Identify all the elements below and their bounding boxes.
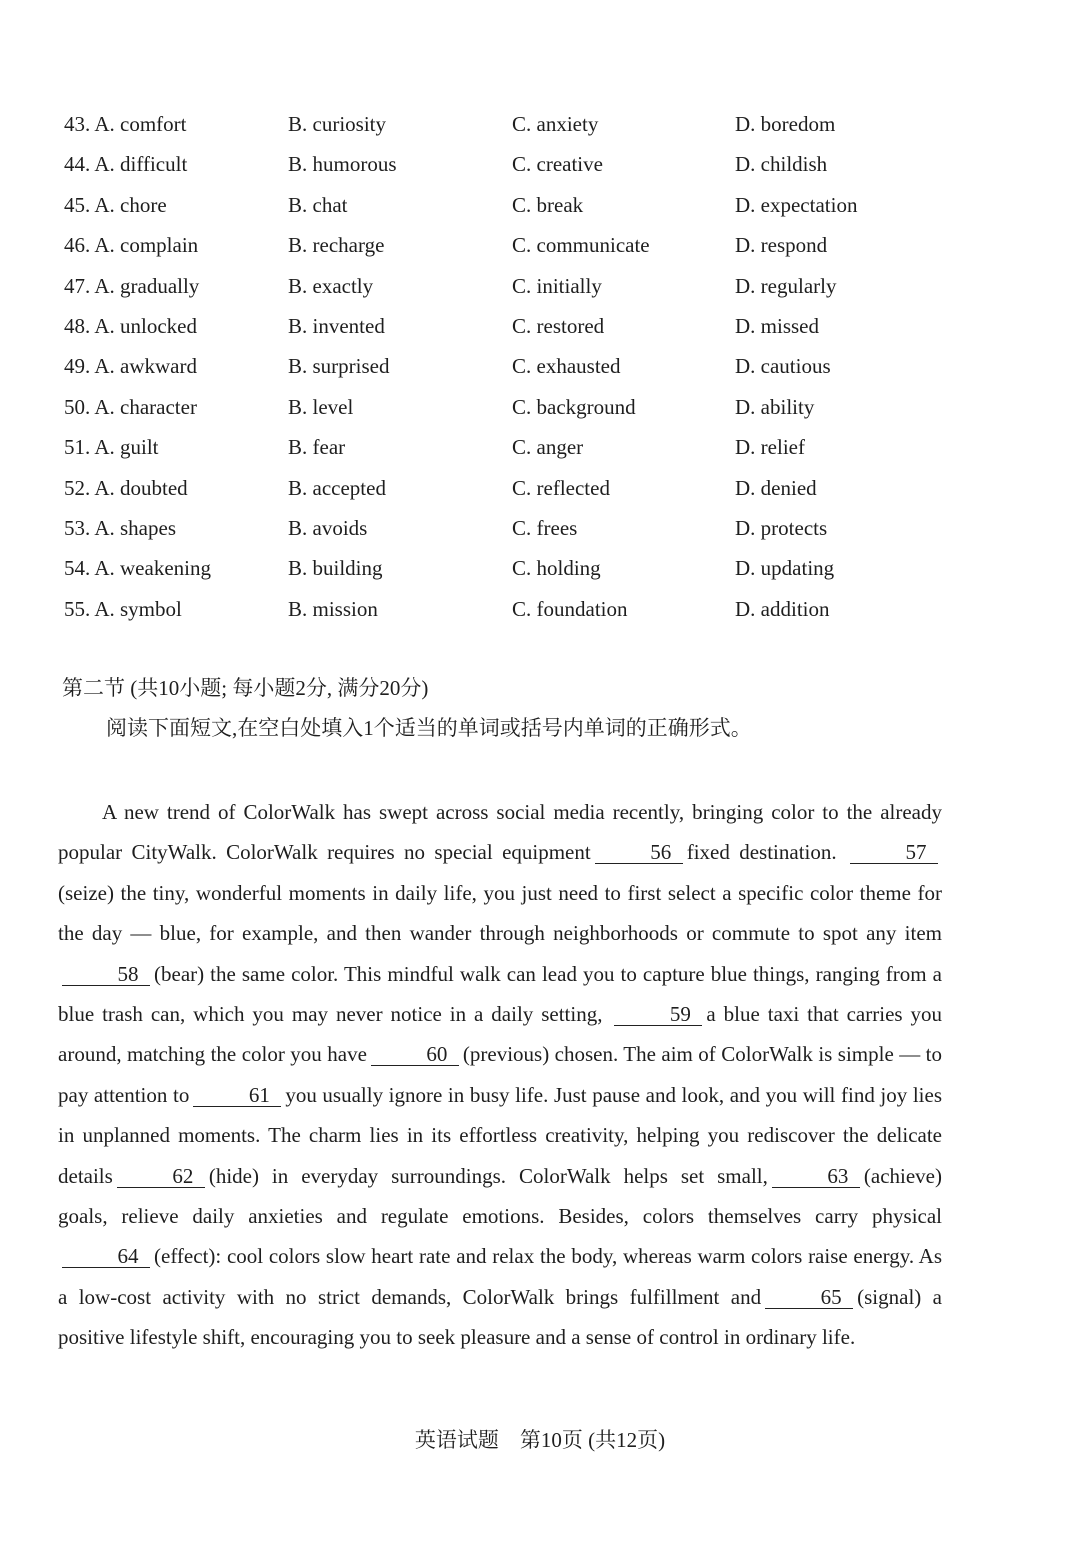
passage-text: (previous) chosen. The aim of ColorWalk is simple — to pay attention to <box>58 1042 942 1107</box>
option-a: 50. A. character <box>64 394 197 419</box>
passage-text: (effect): cool colors slow heart rate and relax the body, whereas warm colors raise energy. As a low-cost activity with no strict demands, ColorWalk brings fulfillment and <box>58 1244 942 1309</box>
option-b: B. curiosity <box>288 112 386 136</box>
option-d: D. addition <box>735 596 830 621</box>
blank-64[interactable]: 64 <box>62 1245 150 1268</box>
choice-row-51 <box>62 427 922 467</box>
option-c: C. background <box>512 394 636 419</box>
choice-row-49 <box>62 346 922 386</box>
choice-row-44 <box>62 144 922 184</box>
option-b: B. surprised <box>288 354 390 379</box>
option-a: 48. A. unlocked <box>64 313 197 338</box>
passage-text: (seize) the tiny, wonderful moments in daily life, you just need to first select a specific color theme for the day — blue, for example, and then wander through neighborhoods or commute to spot any item <box>58 880 942 946</box>
blank-59[interactable]: 59 <box>614 1003 702 1026</box>
blank-62[interactable]: 62 <box>117 1165 205 1188</box>
passage-text: A new trend of ColorWalk has swept across social media recently, bringing color to the already popular CityWalk. ColorWalk requires no special equipment <box>58 800 942 865</box>
option-d: D. ability <box>735 394 815 419</box>
option-c: C. break <box>512 192 584 217</box>
option-a: 55. A. symbol <box>64 596 182 621</box>
option-d: D. regularly <box>735 273 837 298</box>
option-d: D. expectation <box>735 192 858 217</box>
choice-list <box>62 104 922 629</box>
option-a: 47. A. gradually <box>64 273 200 298</box>
passage-text: (bear) the same color. This mindful walk can lead you to capture blue things, ranging from a blue trash can, which you may never notice in a daily setting, <box>58 961 942 1027</box>
blank-63[interactable]: 63 <box>772 1165 860 1188</box>
passage-text: a blue taxi that carries you around, matching the color you have <box>58 1002 942 1067</box>
option-b: B. fear <box>288 435 346 460</box>
blank-58[interactable]: 58 <box>62 963 150 986</box>
option-d: D. childish <box>735 152 828 177</box>
page-footer: 英语试题 第10页 (共12页) <box>414 1428 666 1452</box>
option-b: B. level <box>288 394 354 419</box>
choice-row-50 <box>62 387 922 427</box>
option-a: 43. A. comfort <box>64 112 187 136</box>
option-a: 46. A. complain <box>64 233 199 258</box>
option-c: C. creative <box>512 152 603 177</box>
choice-row-45 <box>62 185 922 225</box>
option-a: 45. A. chore <box>64 192 167 217</box>
option-d: D. missed <box>735 313 819 338</box>
option-d: D. updating <box>735 556 835 581</box>
option-d: D. cautious <box>735 354 831 379</box>
choice-row-43 <box>62 104 922 144</box>
passage-text: you usually ignore in busy life. Just pause and look, and you will find joy lies in unplanned moments. The charm lies in its effortless creativity, helping you rediscover the delicate details <box>58 1082 942 1188</box>
option-c: C. holding <box>512 556 601 581</box>
choice-row-48 <box>62 306 922 346</box>
section-instruction: 阅读下面短文,在空白处填入1个适当的单词或括号内单词的正确形式。 <box>106 716 752 740</box>
option-c: C. exhausted <box>512 354 621 379</box>
passage <box>58 792 942 1358</box>
blank-57[interactable]: 57 <box>850 841 938 864</box>
option-d: D. protects <box>735 515 828 540</box>
section-title: 第二节 (共10小题; 每小题2分, 满分20分) <box>62 676 429 700</box>
blank-56[interactable]: 56 <box>595 841 683 864</box>
choice-row-53 <box>62 508 922 548</box>
option-b: B. chat <box>288 192 348 217</box>
passage-text: (achieve) goals, relieve daily anxieties and regulate emotions. Besides, colors themselves carry physical <box>58 1163 942 1229</box>
blank-60[interactable]: 60 <box>371 1043 459 1066</box>
option-a: 51. A. guilt <box>64 435 159 460</box>
option-b: B. humorous <box>288 152 397 177</box>
choice-row-55 <box>62 589 922 629</box>
option-c: C. foundation <box>512 596 628 621</box>
option-a: 54. A. weakening <box>64 556 211 581</box>
option-b: B. recharge <box>288 233 385 258</box>
choice-row-46 <box>62 225 922 265</box>
option-b: B. accepted <box>288 475 386 500</box>
option-b: B. invented <box>288 313 385 338</box>
passage-text: fixed destination. <box>686 840 837 865</box>
blank-65[interactable]: 65 <box>765 1286 853 1309</box>
option-c: C. anger <box>512 435 584 460</box>
blank-61[interactable]: 61 <box>193 1084 281 1107</box>
option-a: 52. A. doubted <box>64 475 188 500</box>
option-d: D. denied <box>735 475 817 500</box>
option-b: B. exactly <box>288 273 374 298</box>
option-c: C. restored <box>512 313 605 338</box>
option-b: B. avoids <box>288 515 368 540</box>
option-b: B. building <box>288 556 383 581</box>
option-c: C. initially <box>512 273 602 298</box>
option-c: C. anxiety <box>512 112 599 136</box>
choice-row-52 <box>62 468 922 508</box>
option-a: 49. A. awkward <box>64 354 197 379</box>
option-d: D. respond <box>735 233 828 258</box>
choice-row-54 <box>62 548 922 588</box>
option-a: 44. A. difficult <box>64 152 188 177</box>
option-c: C. reflected <box>512 475 610 500</box>
option-b: B. mission <box>288 596 378 621</box>
passage-text: (signal) a positive lifestyle shift, encouraging you to seek pleasure and a sense of control in ordinary life. <box>58 1284 942 1350</box>
option-a: 53. A. shapes <box>64 515 176 540</box>
choice-row-47 <box>62 266 922 306</box>
passage-paragraph <box>58 792 942 1358</box>
option-c: C. frees <box>512 515 578 540</box>
option-d: D. relief <box>735 435 805 460</box>
passage-text: (hide) in everyday surroundings. ColorWalk helps set small, <box>208 1163 768 1188</box>
option-d: D. boredom <box>735 112 836 136</box>
option-c: C. communicate <box>512 233 650 258</box>
